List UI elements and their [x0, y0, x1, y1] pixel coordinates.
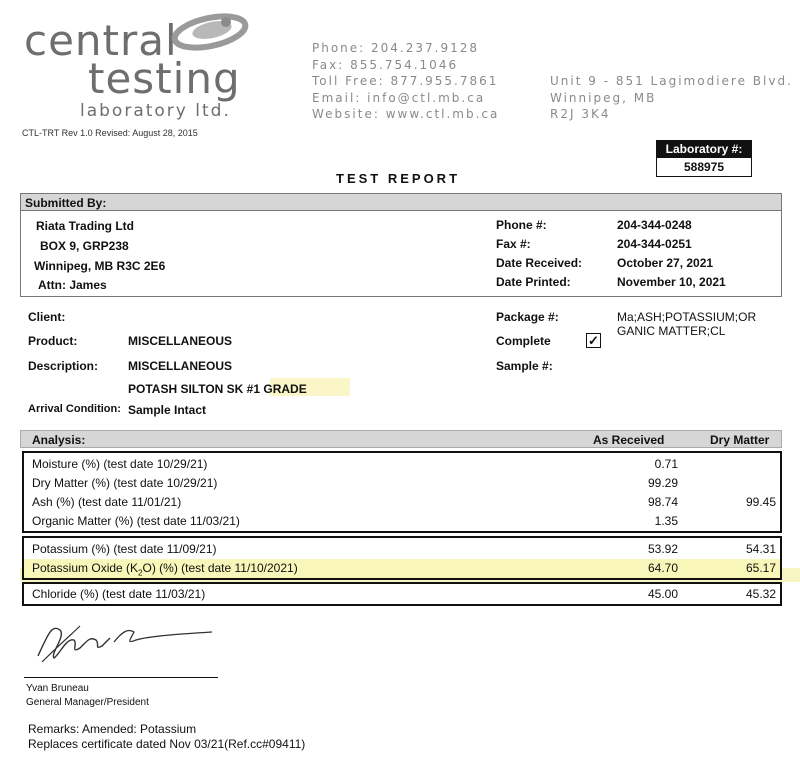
- logo-line-laboratory: laboratory ltd.: [80, 101, 231, 121]
- row-label-post: O) (%) (test date 11/10/2021): [142, 561, 298, 575]
- date-printed-value: November 10, 2021: [617, 275, 726, 289]
- submitter-attn: Attn: James: [38, 278, 107, 292]
- dry-matter-value: 65.17: [745, 561, 776, 575]
- contact-website: Website: www.ctl.mb.ca: [312, 107, 500, 121]
- row-label: [32, 561, 298, 577]
- col-as-received: As Received: [593, 433, 665, 447]
- address-line3: R2J 3K4: [550, 107, 611, 121]
- phone-label: Phone #:: [496, 218, 547, 232]
- logo-line-testing: testing: [88, 54, 241, 103]
- contact-phone: Phone: 204.237.9128: [312, 41, 480, 55]
- complete-label: Complete: [496, 334, 551, 348]
- description-label: Description:: [28, 359, 99, 373]
- dry-matter-value: 99.45: [745, 495, 776, 509]
- sample-label: Sample #:: [496, 359, 553, 373]
- logo-line-central: central: [24, 16, 178, 65]
- as-received-value: 0.71: [654, 457, 678, 471]
- row-label: Dry Matter (%) (test date 10/29/21): [32, 476, 218, 490]
- submitter-city: Winnipeg, MB R3C 2E6: [34, 259, 166, 273]
- as-received-value: 53.92: [647, 542, 678, 556]
- signature-image: [30, 614, 230, 670]
- dry-matter-value: 54.31: [745, 542, 776, 556]
- report-title: TEST REPORT: [336, 171, 461, 186]
- package-label: Package #:: [496, 310, 559, 324]
- fax-label: Fax #:: [496, 237, 531, 251]
- submitted-by-heading: Submitted By:: [21, 194, 781, 211]
- row-label-subscript: 2: [138, 568, 143, 578]
- analysis-group-3: [22, 582, 782, 606]
- row-label: Potassium (%) (test date 11/09/21): [32, 542, 217, 556]
- arrival-condition-label: Arrival Condition:: [28, 403, 121, 415]
- signatory-title: General Manager/President: [26, 697, 149, 708]
- as-received-value: 45.00: [647, 587, 678, 601]
- date-received-label: Date Received:: [496, 256, 583, 270]
- as-received-value: 64.70: [647, 561, 678, 575]
- product-value: MISCELLANEOUS: [128, 334, 233, 348]
- package-value-line1: Ma;ASH;POTASSIUM;OR: [617, 310, 757, 324]
- contact-email: Email: info@ctl.mb.ca: [312, 91, 486, 105]
- complete-checkbox[interactable]: ✓: [586, 333, 601, 348]
- signatory-name: Yvan Bruneau: [26, 683, 89, 694]
- submitter-company: Riata Trading Ltd: [36, 219, 135, 233]
- analysis-heading: Analysis:: [32, 433, 86, 447]
- remarks-line2: Replaces certificate dated Nov 03/21(Ref.cc#09411): [28, 737, 306, 751]
- laboratory-number-box: [656, 140, 752, 177]
- analysis-header: [20, 430, 782, 448]
- address-line2: Winnipeg, MB: [550, 91, 657, 105]
- date-printed-label: Date Printed:: [496, 275, 571, 289]
- table-row: [24, 540, 780, 559]
- as-received-value: 99.29: [647, 476, 678, 490]
- address-line1: Unit 9 - 851 Lagimodiere Blvd.: [550, 74, 793, 88]
- product-label: Product:: [28, 334, 78, 348]
- row-label: Ash (%) (test date 11/01/21): [32, 495, 182, 509]
- description-value: MISCELLANEOUS: [128, 359, 233, 373]
- arrival-condition-value: Sample Intact: [128, 403, 207, 417]
- contact-fax: Fax: 855.754.1046: [312, 58, 459, 72]
- row-label: Chloride (%) (test date 11/03/21): [32, 587, 206, 601]
- logo-swirl-icon: [168, 8, 250, 54]
- analysis-group-1: [22, 451, 782, 533]
- description-value-2: POTASH SILTON SK #1 GRADE: [128, 382, 307, 396]
- date-received-value: October 27, 2021: [617, 256, 714, 270]
- table-row: [24, 585, 780, 604]
- row-label: Moisture (%) (test date 10/29/21): [32, 457, 208, 471]
- as-received-value: 98.74: [647, 495, 678, 509]
- revision-note: CTL-TRT Rev 1.0 Revised: August 28, 2015: [22, 128, 198, 138]
- remarks-line1: Remarks: Amended: Potassium: [28, 722, 197, 736]
- analysis-group-2: [22, 536, 782, 580]
- fax-value: 204-344-0251: [617, 237, 692, 251]
- dry-matter-value: 45.32: [745, 587, 776, 601]
- laboratory-label: Laboratory #:: [656, 140, 752, 158]
- row-label-pre: Potassium Oxide (K: [32, 561, 139, 575]
- signature-line: [24, 677, 218, 678]
- as-received-value: 1.35: [654, 514, 678, 528]
- table-row: [24, 493, 780, 512]
- client-label: Client:: [28, 310, 66, 324]
- package-value-line2: GANIC MATTER;CL: [617, 324, 726, 338]
- table-row-highlighted: [24, 559, 780, 578]
- table-row: [24, 474, 780, 493]
- laboratory-number: 588975: [656, 158, 752, 177]
- col-dry-matter: Dry Matter: [710, 433, 770, 447]
- table-row: [24, 512, 780, 531]
- row-label: Organic Matter (%) (test date 11/03/21): [32, 514, 240, 528]
- table-row: [24, 455, 780, 474]
- contact-tollfree: Toll Free: 877.955.7861: [312, 74, 499, 88]
- submitter-box: BOX 9, GRP238: [40, 239, 129, 253]
- phone-value: 204-344-0248: [617, 218, 692, 232]
